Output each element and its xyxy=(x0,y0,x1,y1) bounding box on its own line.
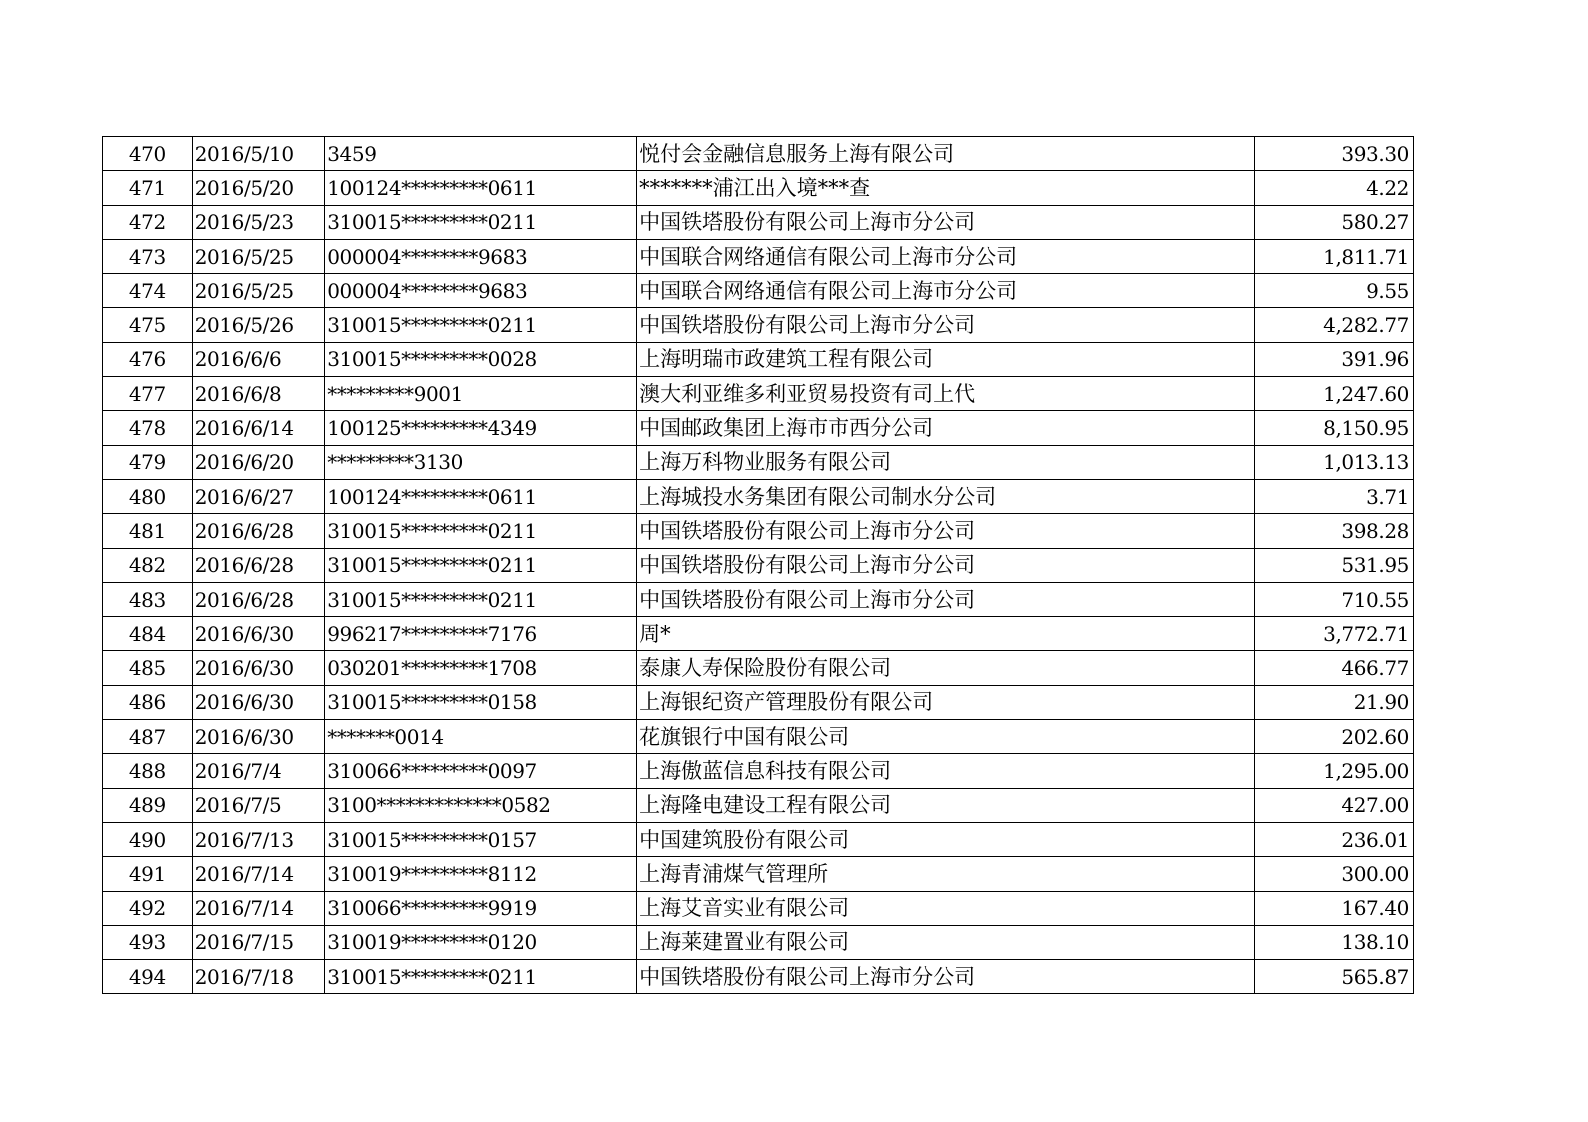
payee-name-cell: 中国铁塔股份有限公司上海市分公司 xyxy=(637,308,1255,342)
row-number-cell: 479 xyxy=(103,445,193,479)
account-cell: 310066*********9919 xyxy=(325,891,637,925)
account-cell: 310015*********0157 xyxy=(325,822,637,856)
payee-name-cell: 中国铁塔股份有限公司上海市分公司 xyxy=(637,205,1255,239)
payee-name-cell: 悦付会金融信息服务上海有限公司 xyxy=(637,137,1255,171)
amount-cell: 3.71 xyxy=(1254,479,1413,513)
account-cell: 3459 xyxy=(325,137,637,171)
amount-cell: 580.27 xyxy=(1254,205,1413,239)
table-row xyxy=(103,274,1414,308)
account-cell: 310015*********0211 xyxy=(325,514,637,548)
date-cell: 2016/5/25 xyxy=(192,274,325,308)
account-cell: 310015*********0211 xyxy=(325,548,637,582)
table-row xyxy=(103,445,1414,479)
amount-cell: 531.95 xyxy=(1254,548,1413,582)
table-row xyxy=(103,171,1414,205)
date-cell: 2016/7/15 xyxy=(192,925,325,959)
row-number-cell: 484 xyxy=(103,617,193,651)
records-table xyxy=(102,136,1414,994)
amount-cell: 9.55 xyxy=(1254,274,1413,308)
date-cell: 2016/6/30 xyxy=(192,617,325,651)
date-cell: 2016/6/14 xyxy=(192,411,325,445)
payee-name-cell: 上海万科物业服务有限公司 xyxy=(637,445,1255,479)
row-number-cell: 475 xyxy=(103,308,193,342)
amount-cell: 300.00 xyxy=(1254,857,1413,891)
table-row xyxy=(103,960,1414,994)
payee-name-cell: 中国联合网络通信有限公司上海市分公司 xyxy=(637,274,1255,308)
row-number-cell: 492 xyxy=(103,891,193,925)
row-number-cell: 480 xyxy=(103,479,193,513)
date-cell: 2016/5/23 xyxy=(192,205,325,239)
records-table-body xyxy=(103,137,1414,994)
row-number-cell: 491 xyxy=(103,857,193,891)
date-cell: 2016/5/10 xyxy=(192,137,325,171)
row-number-cell: 474 xyxy=(103,274,193,308)
row-number-cell: 483 xyxy=(103,582,193,616)
account-cell: 996217*********7176 xyxy=(325,617,637,651)
account-cell: *********3130 xyxy=(325,445,637,479)
payee-name-cell: *******浦江出入境***查 xyxy=(637,171,1255,205)
table-row xyxy=(103,582,1414,616)
amount-cell: 4.22 xyxy=(1254,171,1413,205)
date-cell: 2016/6/30 xyxy=(192,685,325,719)
row-number-cell: 476 xyxy=(103,342,193,376)
row-number-cell: 478 xyxy=(103,411,193,445)
amount-cell: 710.55 xyxy=(1254,582,1413,616)
table-row xyxy=(103,137,1414,171)
table-row xyxy=(103,342,1414,376)
date-cell: 2016/6/27 xyxy=(192,479,325,513)
payee-name-cell: 中国铁塔股份有限公司上海市分公司 xyxy=(637,548,1255,582)
amount-cell: 398.28 xyxy=(1254,514,1413,548)
row-number-cell: 472 xyxy=(103,205,193,239)
payee-name-cell: 澳大利亚维多利亚贸易投资有司上代 xyxy=(637,377,1255,411)
payee-name-cell: 周* xyxy=(637,617,1255,651)
table-row xyxy=(103,651,1414,685)
payee-name-cell: 上海莱建置业有限公司 xyxy=(637,925,1255,959)
account-cell: 000004********9683 xyxy=(325,274,637,308)
amount-cell: 4,282.77 xyxy=(1254,308,1413,342)
row-number-cell: 489 xyxy=(103,788,193,822)
account-cell: 310066*********0097 xyxy=(325,754,637,788)
amount-cell: 167.40 xyxy=(1254,891,1413,925)
table-row xyxy=(103,925,1414,959)
amount-cell: 393.30 xyxy=(1254,137,1413,171)
amount-cell: 3,772.71 xyxy=(1254,617,1413,651)
payee-name-cell: 上海青浦煤气管理所 xyxy=(637,857,1255,891)
row-number-cell: 482 xyxy=(103,548,193,582)
amount-cell: 202.60 xyxy=(1254,720,1413,754)
account-cell: 100124*********0611 xyxy=(325,171,637,205)
date-cell: 2016/7/14 xyxy=(192,857,325,891)
row-number-cell: 494 xyxy=(103,960,193,994)
account-cell: 310015*********0211 xyxy=(325,960,637,994)
table-row xyxy=(103,857,1414,891)
payee-name-cell: 上海隆电建设工程有限公司 xyxy=(637,788,1255,822)
table-row xyxy=(103,822,1414,856)
amount-cell: 427.00 xyxy=(1254,788,1413,822)
table-row xyxy=(103,514,1414,548)
row-number-cell: 470 xyxy=(103,137,193,171)
payee-name-cell: 泰康人寿保险股份有限公司 xyxy=(637,651,1255,685)
account-cell: 310015*********0211 xyxy=(325,582,637,616)
date-cell: 2016/7/13 xyxy=(192,822,325,856)
row-number-cell: 485 xyxy=(103,651,193,685)
date-cell: 2016/6/28 xyxy=(192,514,325,548)
table-row xyxy=(103,720,1414,754)
row-number-cell: 477 xyxy=(103,377,193,411)
row-number-cell: 487 xyxy=(103,720,193,754)
payee-name-cell: 中国铁塔股份有限公司上海市分公司 xyxy=(637,582,1255,616)
account-cell: *********9001 xyxy=(325,377,637,411)
account-cell: 310015*********0211 xyxy=(325,308,637,342)
amount-cell: 466.77 xyxy=(1254,651,1413,685)
row-number-cell: 471 xyxy=(103,171,193,205)
table-row xyxy=(103,685,1414,719)
date-cell: 2016/6/28 xyxy=(192,582,325,616)
amount-cell: 1,811.71 xyxy=(1254,239,1413,273)
table-row xyxy=(103,754,1414,788)
date-cell: 2016/7/14 xyxy=(192,891,325,925)
account-cell: 310015*********0211 xyxy=(325,205,637,239)
table-row xyxy=(103,479,1414,513)
account-cell: 310019*********0120 xyxy=(325,925,637,959)
row-number-cell: 488 xyxy=(103,754,193,788)
date-cell: 2016/5/20 xyxy=(192,171,325,205)
account-cell: *******0014 xyxy=(325,720,637,754)
amount-cell: 1,247.60 xyxy=(1254,377,1413,411)
row-number-cell: 473 xyxy=(103,239,193,273)
date-cell: 2016/6/30 xyxy=(192,651,325,685)
amount-cell: 138.10 xyxy=(1254,925,1413,959)
table-row xyxy=(103,891,1414,925)
date-cell: 2016/6/8 xyxy=(192,377,325,411)
account-cell: 100125*********4349 xyxy=(325,411,637,445)
account-cell: 030201*********1708 xyxy=(325,651,637,685)
row-number-cell: 481 xyxy=(103,514,193,548)
payee-name-cell: 中国建筑股份有限公司 xyxy=(637,822,1255,856)
amount-cell: 236.01 xyxy=(1254,822,1413,856)
amount-cell: 8,150.95 xyxy=(1254,411,1413,445)
table-row xyxy=(103,377,1414,411)
amount-cell: 1,295.00 xyxy=(1254,754,1413,788)
account-cell: 100124*********0611 xyxy=(325,479,637,513)
date-cell: 2016/7/18 xyxy=(192,960,325,994)
payee-name-cell: 中国邮政集团上海市市西分公司 xyxy=(637,411,1255,445)
account-cell: 3100*************0582 xyxy=(325,788,637,822)
table-row xyxy=(103,617,1414,651)
date-cell: 2016/5/25 xyxy=(192,239,325,273)
date-cell: 2016/7/5 xyxy=(192,788,325,822)
table-row xyxy=(103,411,1414,445)
date-cell: 2016/6/28 xyxy=(192,548,325,582)
account-cell: 310019*********8112 xyxy=(325,857,637,891)
date-cell: 2016/6/30 xyxy=(192,720,325,754)
payee-name-cell: 上海银纪资产管理股份有限公司 xyxy=(637,685,1255,719)
table-row xyxy=(103,548,1414,582)
payee-name-cell: 上海明瑞市政建筑工程有限公司 xyxy=(637,342,1255,376)
payee-name-cell: 上海城投水务集团有限公司制水分公司 xyxy=(637,479,1255,513)
date-cell: 2016/7/4 xyxy=(192,754,325,788)
row-number-cell: 490 xyxy=(103,822,193,856)
account-cell: 000004********9683 xyxy=(325,239,637,273)
amount-cell: 565.87 xyxy=(1254,960,1413,994)
row-number-cell: 486 xyxy=(103,685,193,719)
table-row xyxy=(103,205,1414,239)
table-row xyxy=(103,239,1414,273)
date-cell: 2016/6/20 xyxy=(192,445,325,479)
payee-name-cell: 上海艾音实业有限公司 xyxy=(637,891,1255,925)
account-cell: 310015*********0158 xyxy=(325,685,637,719)
table-row xyxy=(103,308,1414,342)
date-cell: 2016/6/6 xyxy=(192,342,325,376)
row-number-cell: 493 xyxy=(103,925,193,959)
table-row xyxy=(103,788,1414,822)
amount-cell: 1,013.13 xyxy=(1254,445,1413,479)
payee-name-cell: 中国联合网络通信有限公司上海市分公司 xyxy=(637,239,1255,273)
payee-name-cell: 上海傲蓝信息科技有限公司 xyxy=(637,754,1255,788)
payee-name-cell: 中国铁塔股份有限公司上海市分公司 xyxy=(637,960,1255,994)
amount-cell: 391.96 xyxy=(1254,342,1413,376)
account-cell: 310015*********0028 xyxy=(325,342,637,376)
payee-name-cell: 中国铁塔股份有限公司上海市分公司 xyxy=(637,514,1255,548)
date-cell: 2016/5/26 xyxy=(192,308,325,342)
amount-cell: 21.90 xyxy=(1254,685,1413,719)
payee-name-cell: 花旗银行中国有限公司 xyxy=(637,720,1255,754)
